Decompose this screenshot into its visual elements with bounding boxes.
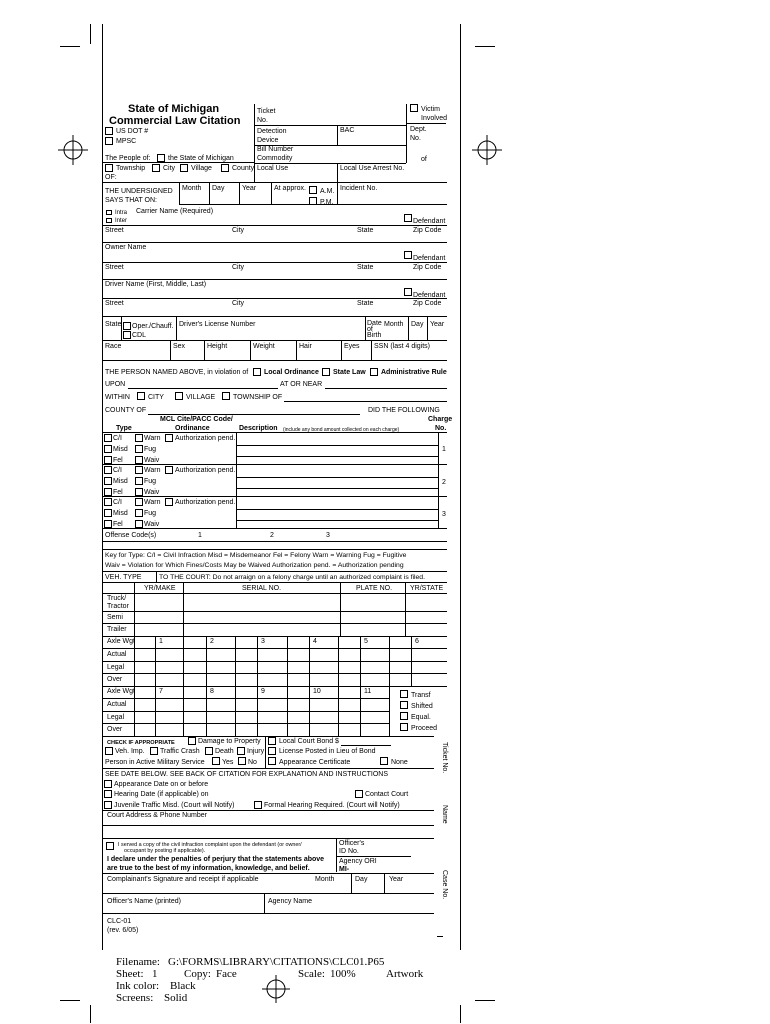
zip-code-label: Zip Code (413, 227, 442, 234)
state-label: State (357, 264, 374, 271)
fel-checkbox[interactable] (104, 456, 112, 464)
local-ordinance-checkbox[interactable] (253, 368, 261, 376)
waiv-label: Waiv (144, 457, 160, 464)
zip-code-label: Zip Code (413, 300, 442, 307)
upon-label: UPON (105, 381, 126, 388)
hearing-date-label: Hearing Date (if applicable) on (114, 791, 209, 798)
dob-day-label: Day (411, 321, 424, 328)
authorization-pending-label: Authorization pend. (175, 435, 236, 442)
owner-name-label: Owner Name (105, 244, 147, 251)
charge-number: 2 (442, 479, 446, 486)
city-label: City (163, 165, 176, 172)
sex-label: Sex (173, 343, 186, 350)
warn-checkbox[interactable] (135, 434, 143, 442)
authorization-pending-checkbox[interactable] (165, 434, 173, 442)
offense-code-1: 1 (198, 532, 202, 539)
incident-no-label: Incident No. (340, 185, 378, 192)
none-checkbox[interactable] (380, 757, 388, 765)
year-label: Year (242, 185, 257, 192)
ci-checkbox[interactable] (104, 498, 112, 506)
crop-mark (460, 1005, 461, 1023)
village-label: Village (191, 165, 212, 172)
owner-defendant-checkbox[interactable] (404, 251, 412, 259)
proceed-label: Proceed (411, 725, 438, 732)
us-dot-label: US DOT # (116, 128, 149, 135)
contact-court-checkbox[interactable] (355, 790, 363, 798)
driver-name-label: Driver Name (First, Middle, Last) (105, 281, 207, 288)
footer-scale-label: Scale: (298, 968, 325, 980)
registration-mark-icon (262, 975, 290, 1003)
crop-mark (102, 24, 103, 44)
no-label: No (248, 759, 257, 766)
offense-codes-label: Offense Code(s) (105, 532, 157, 539)
waiv-label: Waiv (144, 489, 160, 496)
mpsc-label: MPSC (116, 138, 137, 145)
mcl-cite-label: MCL Cite/PACC Code/ (160, 416, 233, 423)
state-law-label: State Law (333, 369, 366, 376)
warn-label: Warn (144, 435, 161, 442)
authorization-pending-checkbox[interactable] (165, 466, 173, 474)
ticket-no-label: No. (257, 117, 268, 124)
street-label: Street (105, 300, 124, 307)
day-label: Day (212, 185, 225, 192)
state-label: State (357, 227, 374, 234)
license-state-label: State (105, 321, 122, 328)
at-approx-label: At approx. (274, 185, 306, 192)
crop-mark (90, 1005, 91, 1023)
weight-label: Weight (253, 343, 275, 350)
within-village-label: VILLAGE (186, 394, 216, 401)
footer-artwork: Artwork (386, 968, 424, 980)
local-use-label: Local Use (257, 165, 289, 172)
ssn-label: SSN (last 4 digits) (374, 343, 431, 350)
defendant-label: Defendant (413, 292, 446, 299)
fug-checkbox[interactable] (135, 445, 143, 453)
township-of-label: TOWNSHIP OF (233, 394, 283, 401)
hearing-date-checkbox[interactable] (104, 790, 112, 798)
license-posted-label: License Posted in Lieu of Bond (279, 748, 376, 755)
truck-label: Truck/ (107, 595, 127, 602)
administrative-rule-label: Administrative Rule (381, 369, 447, 376)
key-waiv: Waiv = Violation for Which Fines/Costs May be Waived Authorization pend. = Authorization pending (105, 562, 404, 569)
appearance-date-checkbox[interactable] (104, 780, 112, 788)
actual-label: Actual (107, 701, 127, 708)
dob-birth-label: Birth (367, 332, 382, 339)
dob-of-label: of (367, 326, 373, 333)
crop-mark (90, 24, 91, 44)
offense-code-2: 2 (270, 532, 274, 539)
inter-checkbox[interactable] (106, 218, 112, 223)
fel-checkbox[interactable] (104, 488, 112, 496)
county-of-label: COUNTY OF (105, 407, 147, 414)
description-note: (include any bond amount collected on each charge) (283, 427, 400, 433)
of-label: OF: (105, 174, 117, 181)
actual-label: Actual (107, 651, 127, 658)
axle-number: 11 (364, 688, 372, 695)
intra-checkbox[interactable] (106, 210, 112, 215)
am-label: A.M. (320, 188, 335, 195)
ci-label: C/I (113, 467, 122, 474)
officer-name-label: Officer's Name (printed) (107, 898, 181, 905)
at-or-near-label: AT OR NEAR (280, 381, 323, 388)
axle-number: 4 (313, 638, 317, 645)
dept-label: Dept. (410, 126, 427, 133)
misd-label: Misd (113, 478, 128, 485)
appearance-certificate-checkbox[interactable] (268, 757, 276, 765)
carrier-name-label: Carrier Name (Required) (136, 208, 214, 215)
sign-day-label: Day (355, 876, 368, 883)
served-copy-note-2: occupant by posting if applicable). (124, 848, 206, 854)
veh-type-label: VEH. TYPE (105, 574, 142, 581)
fel-label: Fel (113, 457, 123, 464)
military-yes-checkbox[interactable] (212, 757, 220, 765)
warn-label: Warn (144, 499, 161, 506)
military-no-checkbox[interactable] (238, 757, 246, 765)
serial-no-header: SERIAL NO. (242, 585, 282, 592)
shifted-label: Shifted (411, 703, 433, 710)
legal-label: Legal (107, 714, 125, 721)
within-city-checkbox[interactable] (137, 392, 145, 400)
authorization-pending-label: Authorization pend. (175, 499, 236, 506)
misd-label: Misd (113, 446, 128, 453)
state-label: State (357, 300, 374, 307)
form-revision: (rev. 6/05) (107, 927, 139, 934)
perjury-declaration-2: are true to the best of my information, knowledge, and belief. (107, 865, 310, 872)
footer-screens-label: Screens: (116, 992, 154, 1004)
warn-checkbox[interactable] (135, 466, 143, 474)
fel-label: Fel (113, 489, 123, 496)
footer-filename-label: Filename: (116, 956, 160, 968)
equal-label: Equal. (411, 714, 431, 721)
agency-ori-label: Agency ORI (339, 858, 377, 865)
agency-ori-prefix: MI- (339, 866, 350, 873)
misd-checkbox[interactable] (104, 477, 112, 485)
height-label: Height (207, 343, 228, 350)
village-checkbox[interactable] (180, 164, 188, 172)
crop-mark (475, 1000, 495, 1001)
state-of-michigan-label: the State of Michigan (168, 155, 234, 162)
fug-label: Fug (144, 446, 157, 453)
side-case-no-label: Case No. (441, 870, 448, 900)
transf-checkbox[interactable] (400, 690, 408, 698)
yes-label: Yes (222, 759, 234, 766)
ci-checkbox[interactable] (104, 466, 112, 474)
military-service-label: Person in Active Military Service (105, 759, 205, 766)
person-named-label: THE PERSON NAMED ABOVE, in violation of (105, 369, 249, 376)
to-the-court-note: TO THE COURT: Do not arraign on a felony charge until an authorized complaint is filed. (159, 574, 425, 581)
appearance-date-label: Appearance Date on or before (114, 781, 209, 788)
dob-year-label: Year (430, 321, 445, 328)
footer-copy-label: Copy: (184, 968, 211, 980)
registration-mark-icon (58, 135, 88, 165)
description-label: Description (239, 425, 278, 432)
axle-wgt-label: Axle Wgt (107, 638, 136, 645)
offense-code-3: 3 (326, 532, 330, 539)
ordinance-label: Ordinance (175, 425, 210, 432)
authorization-pending-checkbox[interactable] (165, 498, 173, 506)
plate-no-header: PLATE NO. (356, 585, 393, 592)
misd-checkbox[interactable] (104, 509, 112, 517)
none-label: None (391, 759, 408, 766)
ci-label: C/I (113, 435, 122, 442)
bac-label: BAC (340, 127, 355, 134)
says-that-on-label: SAYS THAT ON: (105, 197, 157, 204)
waiv-checkbox[interactable] (135, 520, 143, 528)
city-label: City (232, 264, 245, 271)
drivers-license-number-label: Driver's License Number (179, 321, 256, 328)
ticket-label: Ticket (257, 108, 276, 115)
footer-screens: Solid (164, 992, 188, 1004)
street-label: Street (105, 264, 124, 271)
equal-checkbox[interactable] (400, 712, 408, 720)
waiv-checkbox[interactable] (135, 456, 143, 464)
detection-label: Detection (257, 128, 287, 135)
township-checkbox[interactable] (105, 164, 113, 172)
over-label: Over (107, 676, 123, 683)
commodity-label: Commodity (257, 155, 293, 162)
see-date-below: SEE DATE BELOW. SEE BACK OF CITATION FOR EXPLANATION AND INSTRUCTIONS (105, 771, 389, 778)
inter-label: Inter (115, 218, 128, 224)
officer-id-no-label: ID No. (339, 848, 359, 855)
crop-mark (60, 1000, 80, 1001)
legal-label: Legal (107, 664, 125, 671)
served-copy-checkbox[interactable] (106, 842, 114, 850)
form-border (102, 44, 103, 950)
traffic-crash-checkbox[interactable] (150, 747, 158, 755)
month-label: Month (182, 185, 202, 192)
dob-month-label: Month (384, 321, 404, 328)
people-of-label: The People of: (105, 155, 151, 162)
axle-number: 8 (210, 688, 214, 695)
within-village-checkbox[interactable] (175, 392, 183, 400)
warn-label: Warn (144, 467, 161, 474)
axle-number: 10 (313, 688, 321, 695)
intra-label: Intra (115, 210, 128, 216)
township-label: Township (116, 165, 146, 172)
death-checkbox[interactable] (205, 747, 213, 755)
agency-name-label: Agency Name (268, 898, 312, 905)
state-of-michigan-checkbox[interactable] (157, 154, 165, 162)
ci-checkbox[interactable] (104, 434, 112, 442)
fel-checkbox[interactable] (104, 520, 112, 528)
fug-checkbox[interactable] (135, 509, 143, 517)
within-city-label: CITY (148, 394, 164, 401)
local-court-bond-checkbox[interactable] (268, 737, 276, 745)
formal-hearing-label: Formal Hearing Required. (Court will Notify) (264, 802, 400, 809)
crop-mark (460, 24, 461, 44)
dept-no-label: No. (410, 135, 421, 142)
trailer-label: Trailer (107, 626, 127, 633)
victim-involved-checkbox[interactable] (410, 104, 418, 112)
us-dot-checkbox[interactable] (105, 127, 113, 135)
damage-to-property-checkbox[interactable] (188, 737, 196, 745)
defendant-label: Defendant (413, 255, 446, 262)
complainant-signature-label: Complainant's Signature and receipt if applicable (107, 876, 259, 883)
sign-month-label: Month (315, 876, 335, 883)
registration-mark-icon (472, 135, 502, 165)
street-label: Street (105, 227, 124, 234)
crop-mark (60, 46, 80, 47)
charge-no-label: No. (435, 425, 447, 432)
involved-label: Involved (421, 115, 448, 122)
county-label: County (232, 165, 255, 172)
oper-chauff-checkbox[interactable] (123, 322, 131, 330)
state-law-checkbox[interactable] (322, 368, 330, 376)
carrier-defendant-checkbox[interactable] (404, 214, 412, 222)
fug-label: Fug (144, 478, 157, 485)
did-the-following-label: DID THE FOLLOWING (368, 407, 440, 414)
fel-label: Fel (113, 521, 123, 528)
county-checkbox[interactable] (221, 164, 229, 172)
semi-label: Semi (107, 614, 123, 621)
of-page-label: of (421, 156, 427, 163)
appearance-certificate-label: Appearance Certificate (279, 759, 351, 766)
check-if-appropriate-label: CHECK IF APPROPRIATE (107, 740, 175, 746)
axle-number: 1 (159, 638, 163, 645)
court-address-label: Court Address & Phone Number (107, 812, 207, 819)
transf-label: Transf (411, 692, 431, 699)
side-ticket-no-label: Ticket No. (441, 742, 448, 774)
axle-number: 3 (261, 638, 265, 645)
axle-number: 6 (415, 638, 419, 645)
city-label: City (232, 227, 245, 234)
side-name-label: Name (441, 805, 448, 824)
administrative-rule-checkbox[interactable] (370, 368, 378, 376)
local-court-bond-label: Local Court Bond $ (279, 738, 339, 745)
hair-label: Hair (299, 343, 312, 350)
waiv-checkbox[interactable] (135, 488, 143, 496)
axle-number: 2 (210, 638, 214, 645)
zip-code-label: Zip Code (413, 264, 442, 271)
am-checkbox[interactable] (309, 186, 317, 194)
defendant-label: Defendant (413, 218, 446, 225)
victim-label: Victim (421, 106, 440, 113)
juvenile-traffic-checkbox[interactable] (104, 801, 112, 809)
device-label: Device (257, 137, 279, 144)
local-ordinance-label: Local Ordinance (264, 369, 319, 376)
fug-label: Fug (144, 510, 157, 517)
axle-number: 5 (364, 638, 368, 645)
warn-checkbox[interactable] (135, 498, 143, 506)
yr-make-header: YR/MAKE (144, 585, 176, 592)
yr-state-header: YR/STATE (410, 585, 444, 592)
damage-to-property-label: Damage to Property (198, 738, 261, 745)
race-label: Race (105, 343, 122, 350)
cdl-label: CDL (132, 332, 147, 339)
form-title: State of Michigan (128, 103, 220, 115)
form-subtitle: Commercial Law Citation (109, 115, 241, 127)
authorization-pending-label: Authorization pend. (175, 467, 236, 474)
served-copy-note: I served a copy of the civil infraction complaint upon the defendant (or owner/ (118, 842, 302, 848)
traffic-crash-label: Traffic Crash (160, 748, 200, 755)
over-label: Over (107, 726, 123, 733)
injury-checkbox[interactable] (237, 747, 245, 755)
pm-label: P.M. (320, 199, 334, 206)
officer-id-label: Officer's (339, 840, 365, 847)
city-label: City (232, 300, 245, 307)
veh-imp-label: Veh. Imp. (115, 748, 145, 755)
death-label: Death (215, 748, 234, 755)
contact-court-label: Contact Court (365, 791, 409, 798)
footer-ink: Black (170, 980, 196, 992)
formal-hearing-checkbox[interactable] (254, 801, 262, 809)
footer-ink-label: Ink color: (116, 980, 160, 992)
footer-filename: G:\FORMS\LIBRARY\CITATIONS\CLC01.P65 (168, 956, 385, 968)
form-code: CLC-01 (107, 918, 132, 925)
footer-copy: Face (216, 968, 237, 980)
veh-imp-checkbox[interactable] (105, 747, 113, 755)
local-use-arrest-label: Local Use Arrest No. (340, 165, 405, 172)
mpsc-checkbox[interactable] (105, 137, 113, 145)
within-label: WITHIN (105, 394, 130, 401)
injury-label: Injury (247, 748, 265, 755)
footer-scale: 100% (330, 968, 356, 980)
charge-number: 1 (442, 446, 446, 453)
misd-checkbox[interactable] (104, 445, 112, 453)
fug-checkbox[interactable] (135, 477, 143, 485)
within-township-checkbox[interactable] (222, 392, 230, 400)
oper-chauff-label: Oper./Chauff. (132, 323, 174, 330)
ci-label: C/I (113, 499, 122, 506)
eyes-label: Eyes (344, 343, 360, 350)
footer-sheet-label: Sheet: (116, 968, 144, 980)
driver-defendant-checkbox[interactable] (404, 288, 412, 296)
misd-label: Misd (113, 510, 128, 517)
proceed-checkbox[interactable] (400, 723, 408, 731)
shifted-checkbox[interactable] (400, 701, 408, 709)
perjury-declaration: I declare under the penalties of perjury that the statements above (107, 856, 325, 863)
juvenile-traffic-label: Juvenile Traffic Misd. (Court will Notify) (114, 802, 235, 809)
license-posted-checkbox[interactable] (268, 747, 276, 755)
axle-number: 9 (261, 688, 265, 695)
crop-mark (475, 46, 495, 47)
charge-number: 3 (442, 511, 446, 518)
form-border (460, 44, 461, 950)
type-label: Type (116, 425, 132, 432)
waiv-label: Waiv (144, 521, 160, 528)
sign-year-label: Year (389, 876, 404, 883)
axle-wgt-label: Axle Wgt (107, 688, 136, 695)
city-checkbox[interactable] (152, 164, 160, 172)
charge-label: Charge (428, 416, 453, 423)
cdl-checkbox[interactable] (123, 331, 131, 339)
dob-label: Date (367, 320, 382, 327)
axle-number: 7 (159, 688, 163, 695)
tractor-label: Tractor (107, 603, 129, 610)
footer-sheet: 1 (152, 968, 158, 980)
undersigned-label: THE UNDERSIGNED (105, 188, 173, 195)
bill-number-label: Bill Number (257, 146, 294, 153)
key-for-type: Key for Type: C/I = Civil Infraction Misd = Misdemeanor Fel = Felony Warn = Warning Fug = Fugitive (105, 552, 407, 559)
